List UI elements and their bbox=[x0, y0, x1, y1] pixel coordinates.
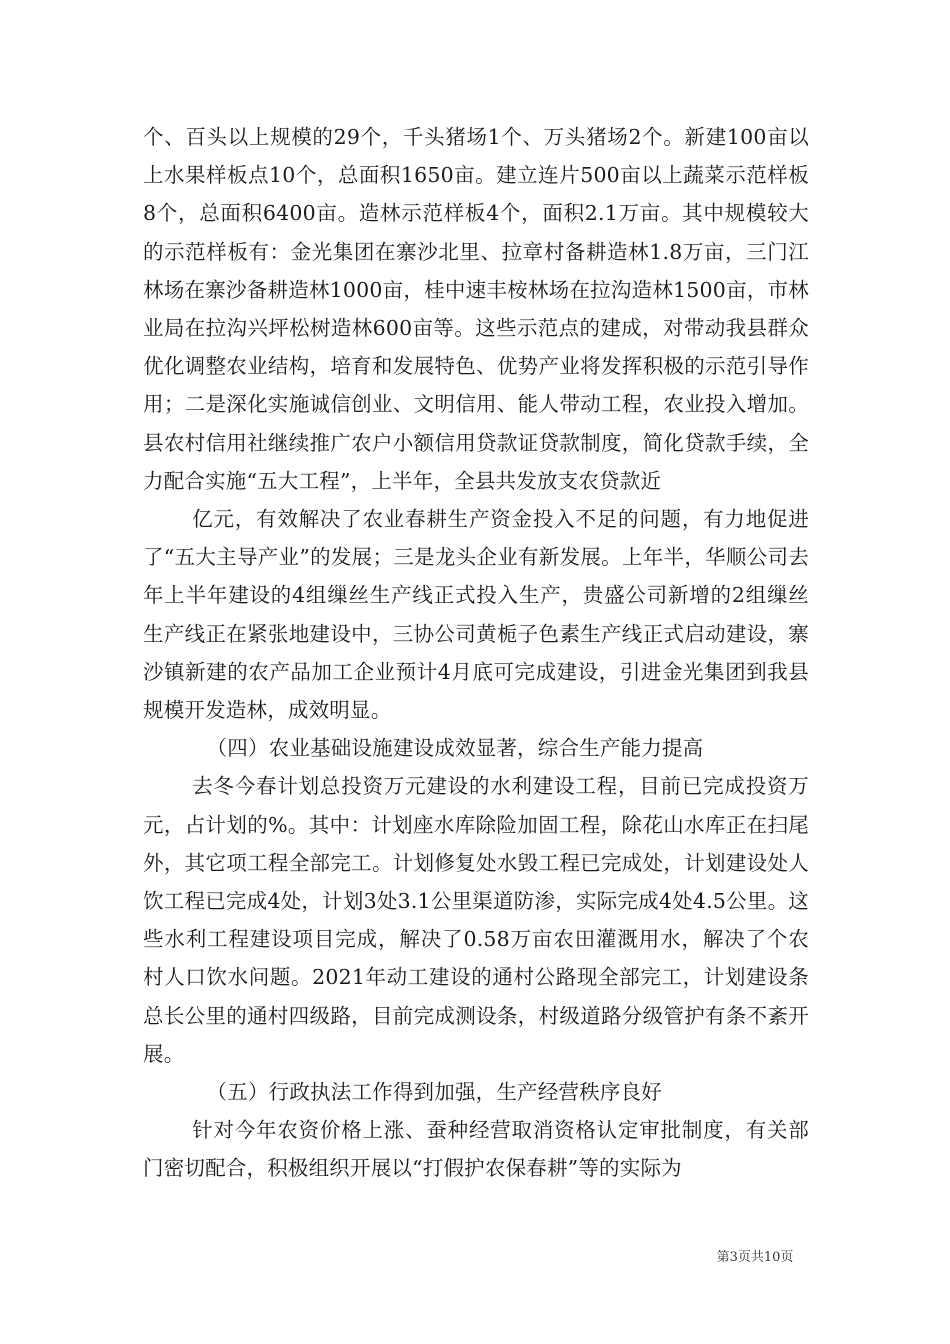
page-number: 第3页共10页 bbox=[716, 1250, 794, 1265]
paragraph-loan-effects: 亿元，有效解决了农业春耕生产资金投入不足的问题，有力地促进了“五大主导产业”的发展；三是龙头企业有新发展。上年半，华顺公司去年上半年建设的4组缫丝生产线正式投入生产，贵盛公司新增的2组缫丝生产线正在紧张地建设中，三协公司黄栀子色素生产线正式启动建设，寨沙镇新建的农产品加工企业预计4月底可完成建设，引进金光集团到我县规模开发造林，成效明显。 bbox=[143, 507, 809, 723]
paragraph-water-projects: 去冬今春计划总投资万元建设的水利建设工程，目前已完成投资万元，占计划的%。其中：计划座水库除险加固工程，除花山水库正在扫尾外，其它项工程全部完工。计划修复处水毁工程已完成处，计划建设处人饮工程已完成4处，计划3处3.1公里渠道防渗，实际完成4处4.5公里。这些水利工程建设项目完成，解决了0.58万亩农田灌溉用水，解决了个农村人口饮水问题。2021年动工建设的通村公路现全部完工，计划建设条总长公里的通村四级路，目前完成测设条，村级道路分级管护有条不紊开展。 bbox=[143, 774, 809, 1066]
paragraph-continuation: 个、百头以上规模的29个，千头猪场1个、万头猪场2个。新建100亩以上水果样板点10个，总面积1650亩。建立连片500亩以上蔬菜示范样板8个，总面积6400亩。造林示范样板4个，面积2.1万亩。其中规模较大的示范样板有：金光集团在寨沙北里、拉章村备耕造林1.8万亩，三门江林场在寨沙备耕造林1000亩，桂中速丰桉林场在拉沟造林1500亩，市林业局在拉沟兴坪松树造林600亩等。这些示范点的建成，对带动我县群众优化调整农业结构，培育和发展特色、优势产业将发挥积极的示范引导作用；二是深化实施诚信创业、文明信用、能人带动工程，农业投入增加。县农村信用社继续推广农户小额信用贷款证贷款制度，简化贷款手续，全力配合实施“五大工程”，上半年，全县共发放支农贷款近 bbox=[143, 125, 809, 493]
section-heading-five: （五）行政执法工作得到加强，生产经营秩序良好 bbox=[206, 1080, 662, 1105]
page-footer bbox=[0, 1246, 950, 1265]
paragraph-enforcement: 针对今年农资价格上涨、蚕种经营取消资格认定审批制度，有关部门密切配合，积极组织开展以“打假护农保春耕”等的实际为 bbox=[143, 1118, 809, 1181]
section-heading-four: （四）农业基础设施建设成效显著，综合生产能力提高 bbox=[206, 736, 704, 761]
document-body bbox=[143, 118, 809, 1188]
